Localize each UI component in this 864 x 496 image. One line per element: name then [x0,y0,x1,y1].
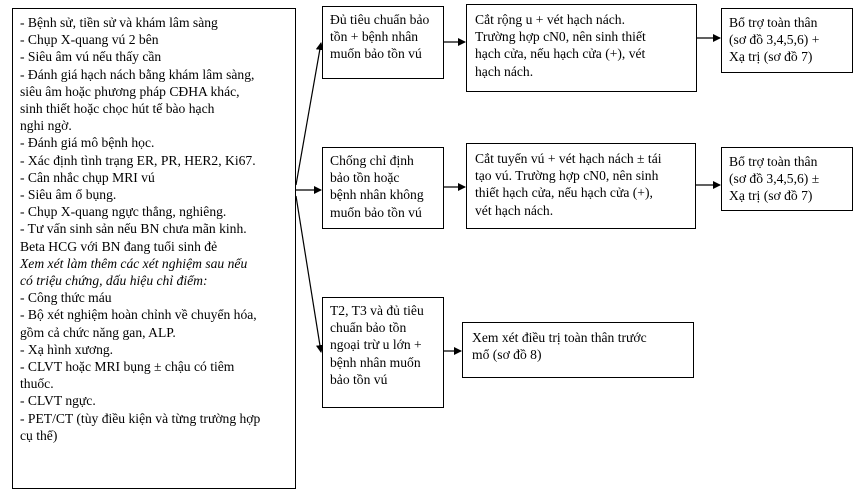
condition-text-line: Đủ tiêu chuẩn bảo [330,12,430,27]
workup-line: - Đánh giá mô bệnh học. [20,135,155,151]
condition-text-line: bệnh nhân không [330,187,424,203]
treatment-text-line: Cắt rộng u + vét hạch nách. [475,12,625,27]
treatment-text-line: hạch nách. [475,63,534,79]
condition-text-line: muốn bảo tồn vú [330,46,422,62]
adjuvant-text-line: Xạ trị (sơ đồ 7) [729,49,813,65]
workup-line: - Chụp X-quang vú 2 bên [20,32,159,48]
workup-extra-line: - Công thức máu [20,290,112,306]
workup-extra-line: thuốc. [20,376,54,392]
treatment-box-2 [466,143,696,229]
treatment-text-line: thiết hạch cửa, nếu hạch cửa (+), [475,185,653,201]
workup-box [12,8,296,489]
treatment-box-3 [462,322,694,378]
workup-line: - Tư vấn sinh sản nếu BN chưa mãn kinh. [20,221,247,237]
workup-line: - Siêu âm vú nếu thấy cần [20,49,162,65]
workup-line: sinh thiết hoặc chọc hút tế bào hạch [20,101,215,117]
workup-italic-line: có triệu chứng, dấu hiệu chỉ điểm: [20,273,208,289]
workup-italic-line: Xem xét làm thêm các xét nghiệm sau nếu [20,255,248,271]
condition-text-line: tồn + bệnh nhân [330,29,419,45]
workup-line: - Chụp X-quang ngực thẳng, nghiêng. [20,204,227,220]
workup-line: - Siêu âm ổ bụng. [20,187,117,203]
workup-extra-tests [20,289,295,444]
condition-text-line: bảo tồn hoặc [330,170,400,186]
treatment-text-line: hạch cửa, nếu hạch cửa (+), vét [475,46,646,62]
workup-extra-line: - Bộ xét nghiệm hoàn chỉnh về chuyển hóa, [20,307,257,323]
workup-lines [20,14,295,255]
condition-text-line: Chống chỉ định [330,153,414,168]
adjuvant-box-2 [721,147,853,211]
workup-line: - Bệnh sử, tiền sử và khám lâm sàng [20,15,218,30]
condition-box-2 [322,147,444,229]
adjuvant-text-line: (sơ đồ 3,4,5,6) ± [729,171,820,187]
workup-line: siêu âm hoặc phương pháp CĐHA khác, [20,83,240,99]
treatment-text-line: Trường hợp cN0, nên sinh thiết [475,29,646,45]
workup-line: - Đánh giá hạch nách bằng khám lâm sàng, [20,66,255,82]
workup-extra-line: - CLVT hoặc MRI bụng ± chậu có tiêm [20,359,235,375]
adjuvant-text-line: Xạ trị (sơ đồ 7) [729,188,813,204]
adjuvant-box-1 [721,8,853,73]
treatment-text-line: mổ (sơ đồ 8) [472,347,542,363]
workup-extra-line: - Xạ hình xương. [20,341,114,357]
adjuvant-text-line: (sơ đồ 3,4,5,6) + [729,32,820,48]
condition-text-line: T2, T3 và đủ tiêu [330,303,424,318]
arrow-main-to-condition-3 [296,196,321,352]
condition-box-3 [322,297,444,408]
workup-line: nghi ngờ. [20,118,72,134]
workup-line: Beta HCG với BN đang tuổi sinh đẻ [20,238,218,254]
condition-text-line: bệnh nhân muốn [330,354,421,370]
workup-extra-line: cụ thể) [20,427,58,443]
workup-line: - Cân nhắc chụp MRI vú [20,169,155,185]
adjuvant-text-line: Bổ trợ toàn thân [729,154,818,169]
workup-extra-line: - PET/CT (tùy điều kiện và từng trường hợp [20,410,261,426]
condition-box-1 [322,6,444,79]
workup-extra-line: - CLVT ngực. [20,393,96,409]
treatment-box-1 [466,4,697,92]
workup-line: - Xác định tình trạng ER, PR, HER2, Ki67. [20,152,256,168]
treatment-text-line: tạo vú. Trường hợp cN0, nên sinh [475,168,659,184]
workup-extra-line: gồm cả chức năng gan, ALP. [20,324,176,340]
adjuvant-text-line: Bổ trợ toàn thân [729,15,818,30]
treatment-text-line: Cắt tuyến vú + vét hạch nách ± tái [475,151,662,166]
condition-text-line: bảo tồn vú [330,371,388,387]
condition-text-line: muốn bảo tồn vú [330,204,422,220]
treatment-text-line: Xem xét điều trị toàn thân trước [472,330,647,345]
condition-text-line: chuẩn bảo tồn [330,320,407,336]
condition-text-line: ngoại trừ u lớn + [330,337,422,353]
workup-italic-note [20,255,295,289]
arrow-main-to-condition-1 [296,43,321,185]
treatment-text-line: vét hạch nách. [475,202,554,218]
